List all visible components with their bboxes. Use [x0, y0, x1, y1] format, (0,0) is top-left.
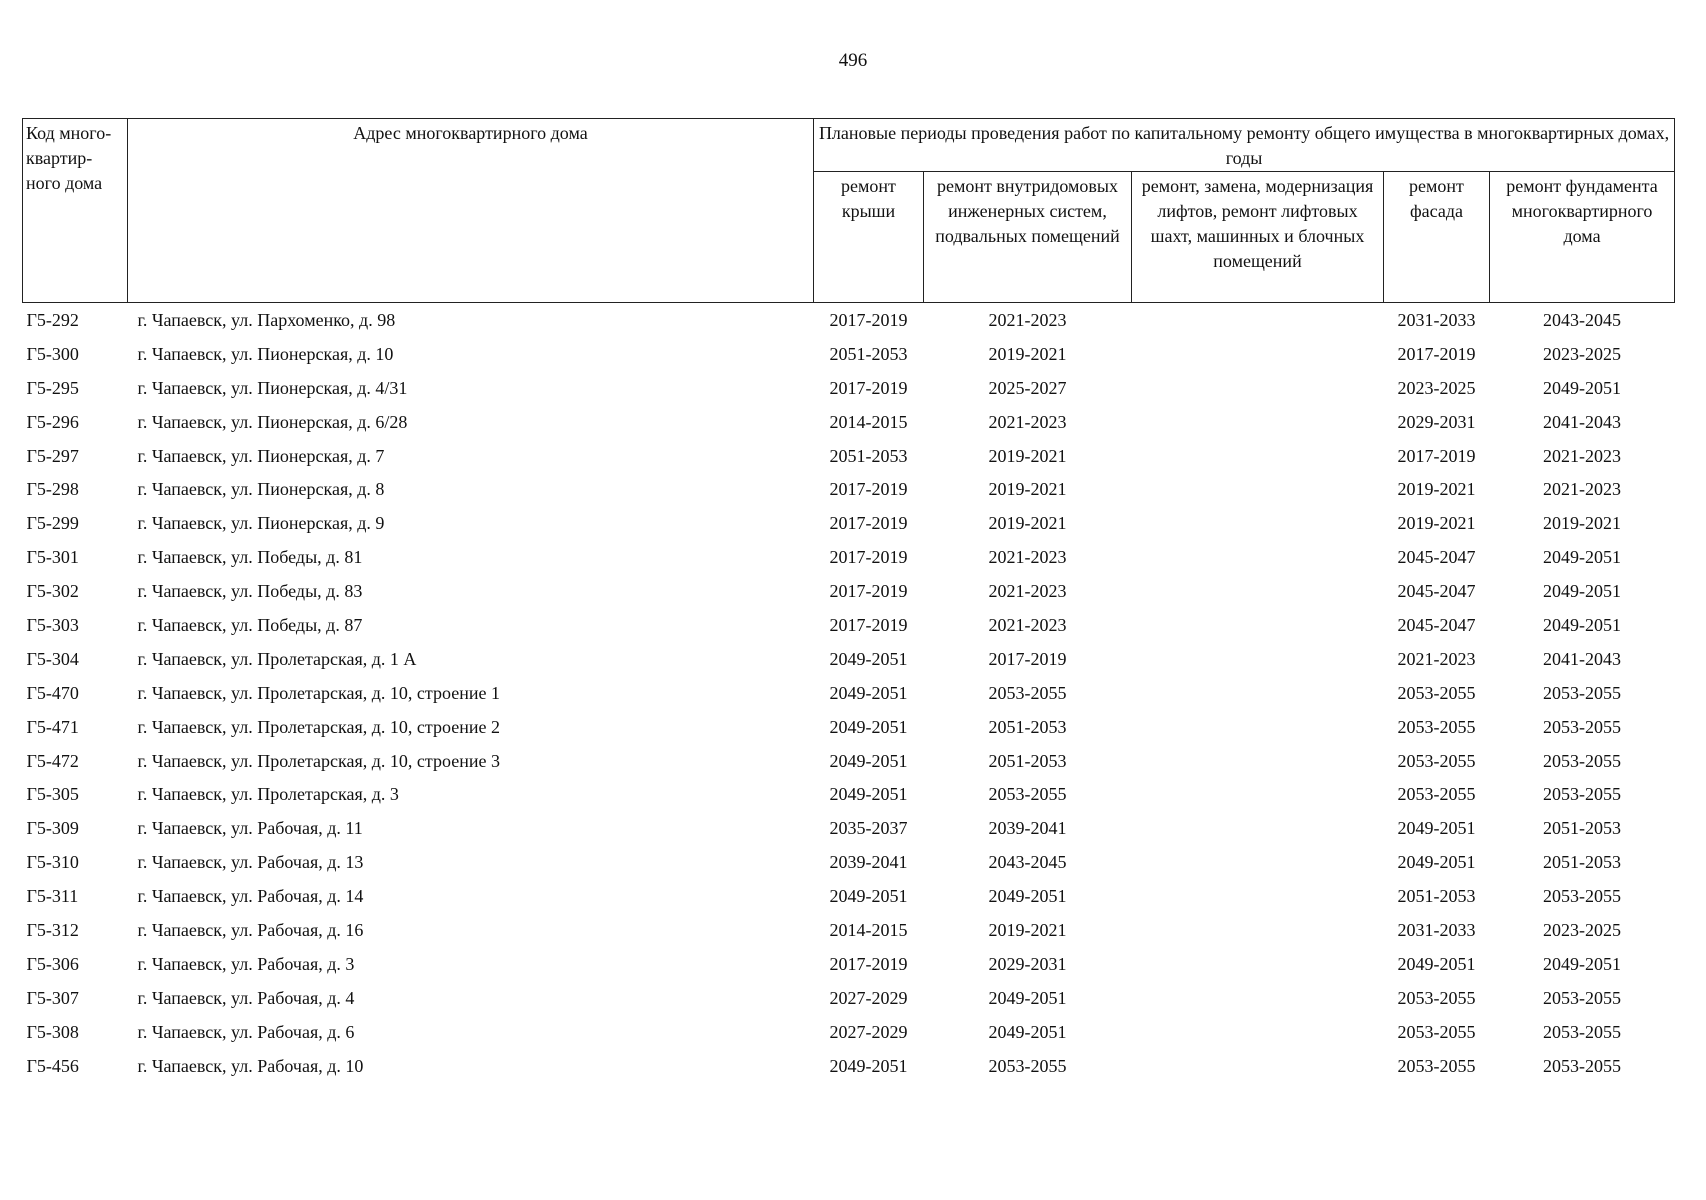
repair-schedule-table — [22, 118, 1675, 1082]
table-row — [23, 371, 1675, 405]
repair-schedule-table-wrap — [22, 118, 1674, 1082]
cell-address: г. Чапаевск, ул. Рабочая, д. 6 — [137, 1021, 355, 1042]
cell-engineering: 2019-2021 — [988, 479, 1067, 500]
table-row — [23, 811, 1675, 845]
cell-address: г. Чапаевск, ул. Победы, д. 87 — [137, 614, 363, 635]
cell-elevators — [1132, 1015, 1384, 1049]
cell-facade: 2053-2055 — [1397, 716, 1476, 737]
cell-elevators — [1132, 879, 1384, 913]
cell-roof: 2049-2051 — [829, 648, 908, 669]
cell-foundation: 2053-2055 — [1543, 1055, 1622, 1076]
cell-code: Г5-310 — [26, 852, 79, 873]
table-row — [23, 608, 1675, 642]
cell-engineering: 2053-2055 — [988, 784, 1067, 805]
header-address: Адрес многоквартирного дома — [128, 119, 814, 303]
table-row — [23, 777, 1675, 811]
cell-roof: 2039-2041 — [829, 852, 908, 873]
cell-engineering: 2019-2021 — [988, 919, 1067, 940]
cell-engineering: 2053-2055 — [988, 1055, 1067, 1076]
cell-facade: 2053-2055 — [1397, 987, 1476, 1008]
table-row — [23, 642, 1675, 676]
cell-facade: 2045-2047 — [1397, 581, 1476, 602]
cell-address: г. Чапаевск, ул. Пионерская, д. 8 — [137, 479, 385, 500]
cell-foundation: 2053-2055 — [1543, 987, 1622, 1008]
cell-roof: 2049-2051 — [829, 750, 908, 771]
cell-address: г. Чапаевск, ул. Пролетарская, д. 10, строение 2 — [137, 716, 500, 737]
cell-facade: 2049-2051 — [1397, 953, 1476, 974]
cell-address: г. Чапаевск, ул. Пролетарская, д. 10, строение 3 — [137, 750, 500, 771]
cell-roof: 2017-2019 — [829, 581, 908, 602]
cell-address: г. Чапаевск, ул. Рабочая, д. 11 — [137, 818, 363, 839]
cell-address: г. Чапаевск, ул. Пионерская, д. 6/28 — [137, 411, 408, 432]
cell-foundation: 2041-2043 — [1543, 648, 1622, 669]
cell-code: Г5-303 — [26, 614, 79, 635]
table-row — [23, 947, 1675, 981]
table-row — [23, 744, 1675, 778]
table-row — [23, 1049, 1675, 1083]
cell-address: г. Чапаевск, ул. Пионерская, д. 10 — [137, 343, 394, 364]
cell-facade: 2019-2021 — [1397, 513, 1476, 534]
cell-foundation: 2023-2025 — [1543, 343, 1622, 364]
cell-engineering: 2025-2027 — [988, 377, 1067, 398]
cell-foundation: 2053-2055 — [1543, 716, 1622, 737]
cell-code: Г5-299 — [26, 513, 79, 534]
cell-code: Г5-292 — [26, 309, 79, 330]
table-row — [23, 1015, 1675, 1049]
cell-roof: 2017-2019 — [829, 377, 908, 398]
cell-address: г. Чапаевск, ул. Победы, д. 81 — [137, 547, 363, 568]
cell-foundation: 2053-2055 — [1543, 784, 1622, 805]
cell-roof: 2017-2019 — [829, 513, 908, 534]
cell-elevators — [1132, 574, 1384, 608]
cell-facade: 2045-2047 — [1397, 547, 1476, 568]
cell-facade: 2053-2055 — [1397, 1021, 1476, 1042]
cell-elevators — [1132, 947, 1384, 981]
cell-engineering: 2021-2023 — [988, 614, 1067, 635]
cell-facade: 2049-2051 — [1397, 818, 1476, 839]
cell-foundation: 2053-2055 — [1543, 750, 1622, 771]
cell-elevators — [1132, 506, 1384, 540]
cell-foundation: 2053-2055 — [1543, 682, 1622, 703]
cell-roof: 2017-2019 — [829, 547, 908, 568]
table-row — [23, 303, 1675, 337]
cell-roof: 2027-2029 — [829, 1021, 908, 1042]
cell-address: г. Чапаевск, ул. Рабочая, д. 13 — [137, 852, 364, 873]
cell-code: Г5-308 — [26, 1021, 79, 1042]
cell-facade: 2023-2025 — [1397, 377, 1476, 398]
cell-elevators — [1132, 710, 1384, 744]
cell-engineering: 2049-2051 — [988, 886, 1067, 907]
cell-elevators — [1132, 439, 1384, 473]
cell-foundation: 2043-2045 — [1543, 309, 1622, 330]
cell-address: г. Чапаевск, ул. Победы, д. 83 — [137, 581, 363, 602]
table-row — [23, 879, 1675, 913]
cell-address: г. Чапаевск, ул. Пролетарская, д. 3 — [137, 784, 399, 805]
header-facade: ремонт фасада — [1384, 172, 1490, 303]
cell-address: г. Чапаевск, ул. Рабочая, д. 3 — [137, 953, 355, 974]
cell-code: Г5-306 — [26, 953, 79, 974]
cell-elevators — [1132, 337, 1384, 371]
cell-elevators — [1132, 608, 1384, 642]
cell-address: г. Чапаевск, ул. Рабочая, д. 16 — [137, 919, 364, 940]
cell-elevators — [1132, 777, 1384, 811]
cell-elevators — [1132, 405, 1384, 439]
cell-foundation: 2023-2025 — [1543, 919, 1622, 940]
cell-roof: 2051-2053 — [829, 343, 908, 364]
table-row — [23, 439, 1675, 473]
table-row — [23, 981, 1675, 1015]
cell-code: Г5-470 — [26, 682, 79, 703]
table-row — [23, 574, 1675, 608]
cell-address: г. Чапаевск, ул. Пионерская, д. 4/31 — [137, 377, 408, 398]
cell-address: г. Чапаевск, ул. Пролетарская, д. 10, строение 1 — [137, 682, 500, 703]
cell-code: Г5-471 — [26, 716, 79, 737]
cell-engineering: 2021-2023 — [988, 309, 1067, 330]
cell-foundation: 2053-2055 — [1543, 1021, 1622, 1042]
cell-code: Г5-295 — [26, 377, 79, 398]
cell-facade: 2031-2033 — [1397, 309, 1476, 330]
cell-code: Г5-301 — [26, 547, 79, 568]
cell-foundation: 2049-2051 — [1543, 614, 1622, 635]
cell-roof: 2017-2019 — [829, 479, 908, 500]
cell-foundation: 2049-2051 — [1543, 547, 1622, 568]
header-engineering: ремонт внутридомовых инженерных систем, подвальных помещений — [924, 172, 1132, 303]
cell-engineering: 2019-2021 — [988, 513, 1067, 534]
cell-address: г. Чапаевск, ул. Пролетарская, д. 1 А — [137, 648, 417, 669]
cell-foundation: 2049-2051 — [1543, 377, 1622, 398]
cell-code: Г5-302 — [26, 581, 79, 602]
cell-roof: 2051-2053 — [829, 445, 908, 466]
cell-address: г. Чапаевск, ул. Пионерская, д. 9 — [137, 513, 385, 534]
cell-elevators — [1132, 472, 1384, 506]
cell-roof: 2049-2051 — [829, 784, 908, 805]
cell-roof: 2049-2051 — [829, 1055, 908, 1076]
cell-facade: 2053-2055 — [1397, 1055, 1476, 1076]
cell-elevators — [1132, 676, 1384, 710]
cell-address: г. Чапаевск, ул. Рабочая, д. 14 — [137, 886, 364, 907]
cell-foundation: 2049-2051 — [1543, 581, 1622, 602]
cell-elevators — [1132, 981, 1384, 1015]
page-number: 496 — [838, 50, 868, 71]
cell-engineering: 2019-2021 — [988, 343, 1067, 364]
cell-facade: 2029-2031 — [1397, 411, 1476, 432]
cell-foundation: 2053-2055 — [1543, 886, 1622, 907]
cell-engineering: 2051-2053 — [988, 750, 1067, 771]
cell-code: Г5-296 — [26, 411, 79, 432]
cell-roof: 2049-2051 — [829, 716, 908, 737]
cell-roof: 2017-2019 — [829, 614, 908, 635]
cell-engineering: 2021-2023 — [988, 581, 1067, 602]
cell-address: г. Чапаевск, ул. Рабочая, д. 4 — [137, 987, 355, 1008]
table-row — [23, 337, 1675, 371]
table-row — [23, 845, 1675, 879]
cell-code: Г5-304 — [26, 648, 79, 669]
cell-foundation: 2041-2043 — [1543, 411, 1622, 432]
header-periods-group: Плановые периоды проведения работ по капитальному ремонту общего имущества в многоквартирных домах, годы — [814, 119, 1675, 172]
table-row — [23, 676, 1675, 710]
cell-facade: 2017-2019 — [1397, 343, 1476, 364]
table-row — [23, 913, 1675, 947]
cell-engineering: 2017-2019 — [988, 648, 1067, 669]
cell-elevators — [1132, 845, 1384, 879]
cell-roof: 2049-2051 — [829, 682, 908, 703]
cell-facade: 2045-2047 — [1397, 614, 1476, 635]
cell-foundation: 2019-2021 — [1543, 513, 1622, 534]
cell-elevators — [1132, 913, 1384, 947]
cell-code: Г5-472 — [26, 750, 79, 771]
cell-engineering: 2039-2041 — [988, 818, 1067, 839]
cell-roof: 2017-2019 — [829, 309, 908, 330]
cell-elevators — [1132, 744, 1384, 778]
cell-roof: 2014-2015 — [829, 411, 908, 432]
cell-foundation: 2051-2053 — [1543, 818, 1622, 839]
table-row — [23, 472, 1675, 506]
cell-foundation: 2049-2051 — [1543, 953, 1622, 974]
cell-roof: 2049-2051 — [829, 886, 908, 907]
cell-roof: 2027-2029 — [829, 987, 908, 1008]
cell-engineering: 2043-2045 — [988, 852, 1067, 873]
cell-code: Г5-456 — [26, 1055, 79, 1076]
cell-elevators — [1132, 303, 1384, 337]
cell-facade: 2019-2021 — [1397, 479, 1476, 500]
cell-foundation: 2021-2023 — [1543, 479, 1622, 500]
cell-engineering: 2021-2023 — [988, 411, 1067, 432]
table-body — [23, 303, 1675, 1083]
cell-elevators — [1132, 1049, 1384, 1083]
cell-elevators — [1132, 371, 1384, 405]
cell-address: г. Чапаевск, ул. Пархоменко, д. 98 — [137, 309, 396, 330]
table-row — [23, 405, 1675, 439]
cell-facade: 2017-2019 — [1397, 445, 1476, 466]
cell-facade: 2053-2055 — [1397, 784, 1476, 805]
cell-code: Г5-305 — [26, 784, 79, 805]
cell-roof: 2035-2037 — [829, 818, 908, 839]
cell-code: Г5-297 — [26, 445, 79, 466]
cell-engineering: 2051-2053 — [988, 716, 1067, 737]
cell-facade: 2031-2033 — [1397, 919, 1476, 940]
cell-facade: 2021-2023 — [1397, 648, 1476, 669]
cell-code: Г5-300 — [26, 343, 79, 364]
cell-engineering: 2049-2051 — [988, 1021, 1067, 1042]
table-header — [23, 119, 1675, 303]
header-foundation: ремонт фундамента многоквартирного дома — [1490, 172, 1675, 303]
table-row — [23, 506, 1675, 540]
header-elevators: ремонт, замена, модернизация лифтов, ремонт лифтовых шахт, машинных и блочных помещений — [1132, 172, 1384, 303]
cell-foundation: 2021-2023 — [1543, 445, 1622, 466]
cell-address: г. Чапаевск, ул. Рабочая, д. 10 — [137, 1055, 364, 1076]
table-row — [23, 540, 1675, 574]
table-row — [23, 710, 1675, 744]
cell-code: Г5-312 — [26, 919, 79, 940]
cell-facade: 2051-2053 — [1397, 886, 1476, 907]
cell-elevators — [1132, 540, 1384, 574]
cell-facade: 2053-2055 — [1397, 750, 1476, 771]
cell-engineering: 2053-2055 — [988, 682, 1067, 703]
cell-code: Г5-307 — [26, 987, 79, 1008]
cell-facade: 2049-2051 — [1397, 852, 1476, 873]
cell-facade: 2053-2055 — [1397, 682, 1476, 703]
cell-roof: 2017-2019 — [829, 953, 908, 974]
cell-engineering: 2049-2051 — [988, 987, 1067, 1008]
cell-engineering: 2029-2031 — [988, 953, 1067, 974]
cell-code: Г5-298 — [26, 479, 79, 500]
cell-elevators — [1132, 642, 1384, 676]
header-code: Код много-квартир-ного дома — [23, 119, 128, 303]
header-roof: ремонт крыши — [814, 172, 924, 303]
cell-foundation: 2051-2053 — [1543, 852, 1622, 873]
cell-elevators — [1132, 811, 1384, 845]
cell-engineering: 2019-2021 — [988, 445, 1067, 466]
cell-code: Г5-311 — [26, 886, 79, 907]
cell-code: Г5-309 — [26, 818, 79, 839]
cell-address: г. Чапаевск, ул. Пионерская, д. 7 — [137, 445, 385, 466]
cell-engineering: 2021-2023 — [988, 547, 1067, 568]
cell-roof: 2014-2015 — [829, 919, 908, 940]
